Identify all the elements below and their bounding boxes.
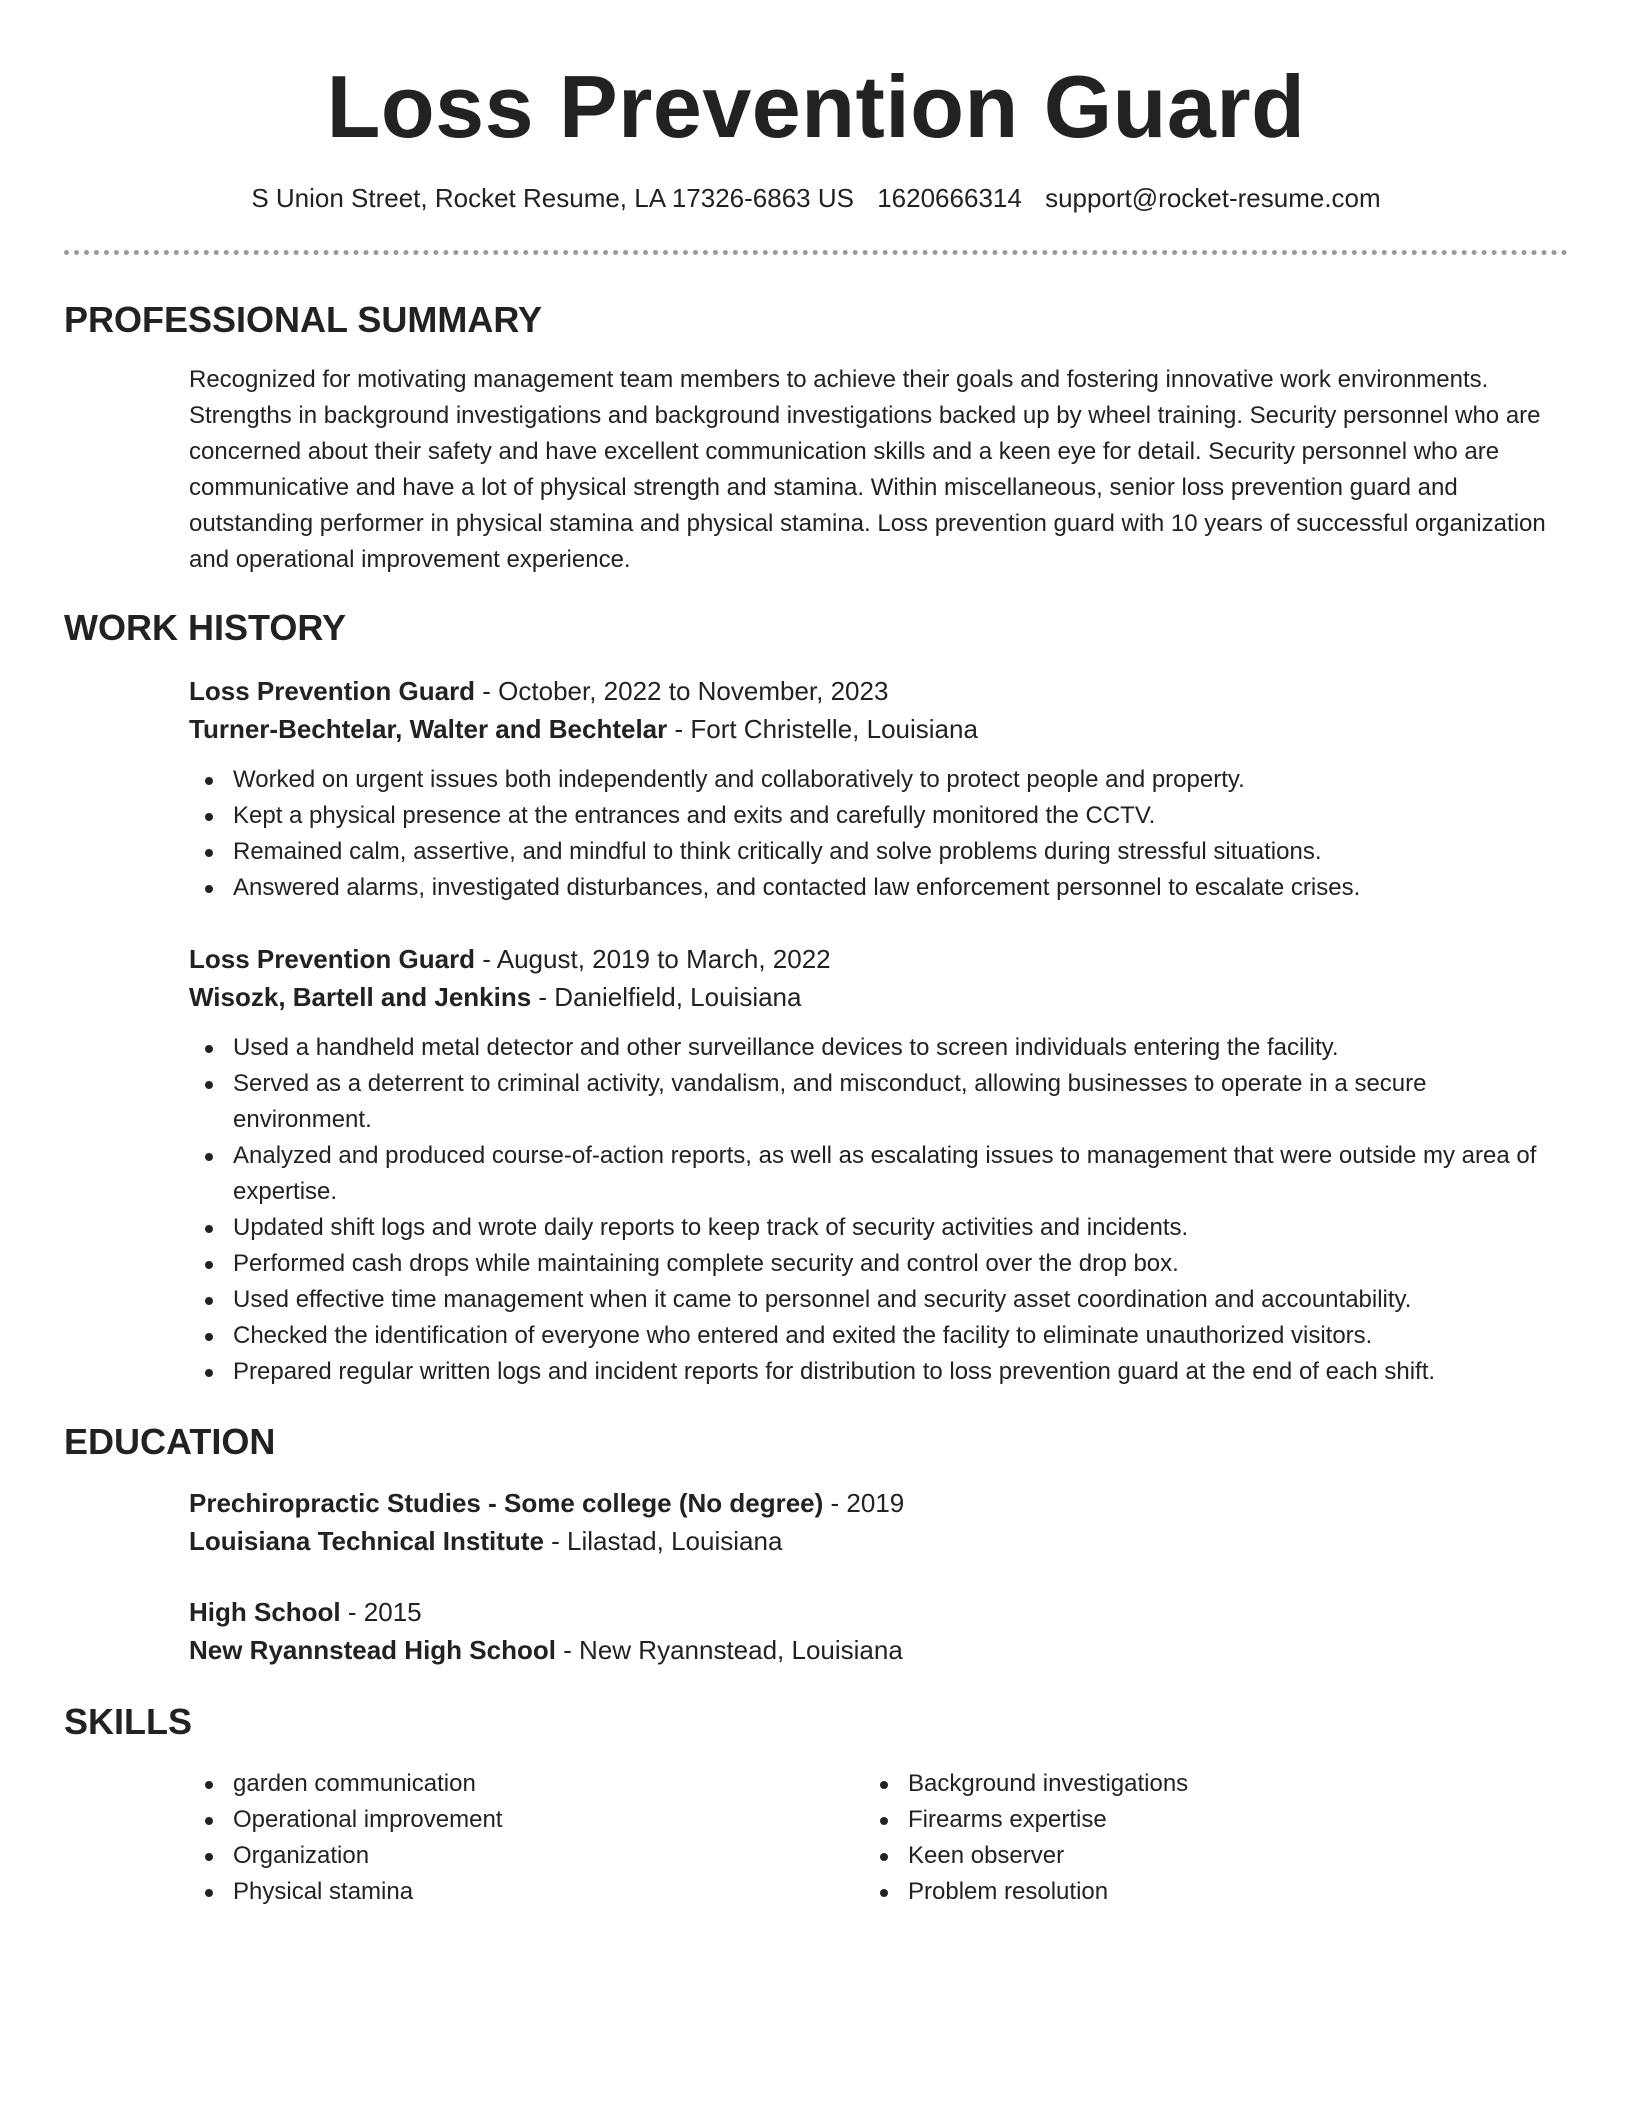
section-title-education: EDUCATION <box>64 1421 276 1462</box>
list-item: Background investigations <box>864 1766 1504 1802</box>
education-school-line <box>189 1631 1569 1669</box>
education-location: - New Ryannstead, Louisiana <box>555 1635 903 1665</box>
job-company-line <box>189 710 1569 748</box>
education-school: Louisiana Technical Institute <box>189 1526 544 1556</box>
skills-list <box>189 1766 829 1910</box>
list-item: Kept a physical presence at the entrances and exits and carefully monitored the CCTV. <box>189 798 1569 834</box>
skills-column-right <box>864 1766 1504 1910</box>
job-company-line <box>189 978 1569 1016</box>
job-role: Loss Prevention Guard <box>189 944 476 974</box>
education-year: - 2015 <box>340 1597 422 1627</box>
education-entry <box>189 1484 1569 1560</box>
summary-text: Recognized for motivating management team members to achieve their goals and fostering innovative work environments. Strengths in background investigations and background investigations backed up by wheel training. Security personnel who are concerned about their safety and have excellent communication skills and a keen eye for detail. Security personnel who are communicative and have a lot of physical strength and stamina. Within miscellaneous, senior loss prevention guard and outstanding performer in physical stamina and physical stamina. Loss prevention guard with 10 years of successful organization and operational improvement experience. <box>189 366 1546 573</box>
job-entry <box>189 672 1569 906</box>
contact-email: support@rocket-resume.com <box>1045 183 1381 213</box>
list-item: Problem resolution <box>864 1874 1504 1910</box>
list-item: Checked the identification of everyone who entered and exited the facility to eliminate unauthorized visitors. <box>189 1318 1569 1354</box>
list-item: Answered alarms, investigated disturbances, and contacted law enforcement personnel to escalate crises. <box>189 870 1569 906</box>
section-title-summary: PROFESSIONAL SUMMARY <box>64 299 543 340</box>
education-degree-line <box>189 1593 1569 1631</box>
list-item: Keen observer <box>864 1838 1504 1874</box>
header-divider <box>64 250 1568 255</box>
section-title-skills: SKILLS <box>64 1701 193 1742</box>
job-dates: - October, 2022 to November, 2023 <box>475 676 889 706</box>
list-item: Served as a deterrent to criminal activity, vandalism, and misconduct, allowing businesses to operate in a secure environment. <box>189 1066 1569 1138</box>
education-degree-line <box>189 1484 1569 1522</box>
job-dates: - August, 2019 to March, 2022 <box>475 944 831 974</box>
job-bullets <box>189 762 1569 906</box>
list-item: Prepared regular written logs and incident reports for distribution to loss prevention guard at the end of each shift. <box>189 1354 1569 1390</box>
list-item: Physical stamina <box>189 1874 829 1910</box>
list-item: Used a handheld metal detector and other surveillance devices to screen individuals entering the facility. <box>189 1030 1569 1066</box>
job-title-line <box>189 672 1569 710</box>
education-location: - Lilastad, Louisiana <box>543 1526 783 1556</box>
education-entry <box>189 1593 1569 1669</box>
summary-block <box>189 362 1569 578</box>
job-location: - Fort Christelle, Louisiana <box>667 714 978 744</box>
resume-name: Loss Prevention Guard <box>326 57 1306 156</box>
list-item: Operational improvement <box>189 1802 829 1838</box>
section-title-work-history: WORK HISTORY <box>64 607 347 648</box>
list-item: Performed cash drops while maintaining complete security and control over the drop box. <box>189 1246 1569 1282</box>
job-title-line <box>189 940 1569 978</box>
education-degree: Prechiropractic Studies - Some college (No degree) <box>189 1488 824 1518</box>
list-item: garden communication <box>189 1766 829 1802</box>
education-school-line <box>189 1522 1569 1560</box>
job-role: Loss Prevention Guard <box>189 676 476 706</box>
contact-address: S Union Street, Rocket Resume, LA 17326-6863 US <box>251 183 854 213</box>
skills-column-left <box>189 1766 829 1910</box>
job-company: Turner-Bechtelar, Walter and Bechtelar <box>189 714 668 744</box>
list-item: Remained calm, assertive, and mindful to think critically and solve problems during stressful situations. <box>189 834 1569 870</box>
job-location: - Danielfield, Louisiana <box>531 982 802 1012</box>
list-item: Organization <box>189 1838 829 1874</box>
job-bullets <box>189 1030 1569 1390</box>
job-entry <box>189 940 1569 1390</box>
list-item: Updated shift logs and wrote daily reports to keep track of security activities and incidents. <box>189 1210 1569 1246</box>
job-company: Wisozk, Bartell and Jenkins <box>189 982 532 1012</box>
list-item: Firearms expertise <box>864 1802 1504 1838</box>
contact-phone: 1620666314 <box>877 183 1022 213</box>
education-year: - 2019 <box>823 1488 905 1518</box>
education-school: New Ryannstead High School <box>189 1635 556 1665</box>
list-item: Analyzed and produced course-of-action reports, as well as escalating issues to management that were outside my area of expertise. <box>189 1138 1569 1210</box>
education-degree: High School <box>189 1597 341 1627</box>
list-item: Used effective time management when it came to personnel and security asset coordination and accountability. <box>189 1282 1569 1318</box>
list-item: Worked on urgent issues both independently and collaboratively to protect people and property. <box>189 762 1569 798</box>
skills-list <box>864 1766 1504 1910</box>
contact-line <box>0 180 1632 216</box>
